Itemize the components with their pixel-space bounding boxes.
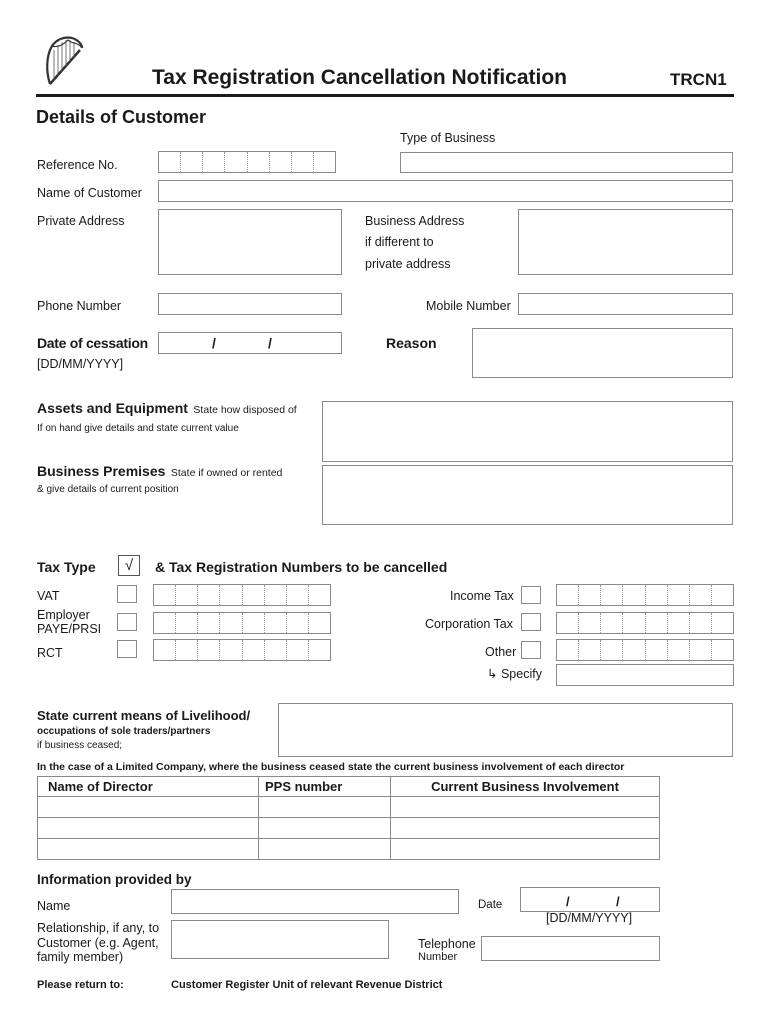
type-of-business-label: Type of Business [400,131,496,145]
col-current-business-involvement: Current Business Involvement [391,777,660,797]
corporation-tax-number-input[interactable] [556,612,734,634]
form-title: Tax Registration Cancellation Notification [152,66,567,89]
section-title-customer: Details of Customer [36,107,207,127]
return-value: Customer Register Unit of relevant Revenue District [171,979,443,991]
directors-table [37,776,660,860]
harp-logo [44,34,86,90]
livelihood-title: State current means of Livelihood/ [37,708,251,723]
tax-numbers-heading: & Tax Registration Numbers to be cancelled [155,559,448,575]
telephone-input[interactable] [481,936,660,961]
relationship-label-3: family member) [37,950,124,964]
header-rule [36,94,734,97]
assets-title: Assets and Equipment [37,400,188,416]
paye-number-input[interactable] [153,612,331,634]
livelihood-input[interactable] [278,703,733,757]
date-separator: / [212,335,216,351]
private-address-label: Private Address [37,214,125,228]
employer-label: Employer [37,608,90,622]
info-name-label: Name [37,899,71,913]
relationship-input[interactable] [171,920,389,959]
premises-hint: State if owned or rented [170,467,283,479]
telephone-label: Telephone [418,937,476,951]
phone-number-input[interactable] [158,293,342,315]
other-checkbox[interactable] [521,641,541,659]
business-address-input[interactable] [518,209,733,275]
date-separator: / [566,894,570,909]
form-code: TRCN1 [670,70,727,89]
income-tax-label: Income Tax [450,589,514,603]
business-address-label-2: if different to [365,235,434,249]
relationship-label-2: Customer (e.g. Agent, [37,936,159,950]
reference-no-input[interactable] [158,151,336,173]
business-address-label-3: private address [365,257,451,271]
assets-hint: State how disposed of [193,404,297,416]
return-label: Please return to: [37,979,124,991]
tick-box: √ [118,555,140,576]
vat-checkbox[interactable] [117,585,137,603]
corporation-tax-checkbox[interactable] [521,613,541,631]
vat-label: VAT [37,589,60,603]
table-header-row [38,777,660,797]
reason-label: Reason [386,335,437,351]
date-separator: / [268,335,272,351]
info-date-input[interactable] [520,887,660,912]
rct-number-input[interactable] [153,639,331,661]
private-address-input[interactable] [158,209,342,275]
col-pps-number: PPS number [259,777,391,797]
directors-intro: In the case of a Limited Company, where the business ceased state the current business involvement of each director [37,761,625,773]
premises-sub: & give details of current position [37,484,179,495]
telephone-number-label: Number [418,951,458,963]
assets-input[interactable] [322,401,733,462]
assets-sub: If on hand give details and state current value [37,423,239,434]
corporation-tax-label: Corporation Tax [425,617,514,631]
info-title: Information provided by [37,872,192,887]
livelihood-sub2: if business ceased; [37,740,123,751]
other-number-input[interactable] [556,639,734,661]
specify-input[interactable] [556,664,734,686]
assets-heading [37,400,297,416]
info-name-input[interactable] [171,889,459,914]
info-date-format: [DD/MM/YYYY] [546,911,633,925]
date-of-cessation-label: Date of cessation [37,335,148,351]
paye-checkbox[interactable] [117,613,137,631]
reason-input[interactable] [472,328,733,378]
relationship-label-1: Relationship, if any, to [37,921,160,935]
mobile-number-input[interactable] [518,293,733,315]
phone-number-label: Phone Number [37,299,122,313]
paye-prsi-label: PAYE/PRSI [37,622,102,636]
table-row[interactable] [38,839,660,860]
premises-input[interactable] [322,465,733,525]
col-name-of-director: Name of Director [38,777,259,797]
other-label: Other [485,645,517,659]
vat-number-input[interactable] [153,584,331,606]
livelihood-sub1: occupations of sole traders/partners [37,726,211,737]
type-of-business-input[interactable] [400,152,733,173]
table-row[interactable] [38,797,660,818]
table-row[interactable] [38,818,660,839]
premises-title: Business Premises [37,463,166,479]
date-of-cessation-format: [DD/MM/YYYY] [37,357,124,371]
date-separator: / [616,894,620,909]
premises-heading [37,463,282,479]
name-of-customer-input[interactable] [158,180,733,202]
date-of-cessation-input[interactable] [158,332,342,354]
info-date-label: Date [478,899,503,911]
mobile-number-label: Mobile Number [426,299,511,313]
name-of-customer-label: Name of Customer [37,186,142,200]
business-address-label: Business Address [365,214,465,228]
specify-label: ↳ Specify [487,667,542,681]
rct-label: RCT [37,646,63,660]
reference-no-label: Reference No. [37,158,118,172]
income-tax-checkbox[interactable] [521,586,541,604]
rct-checkbox[interactable] [117,640,137,658]
income-tax-number-input[interactable] [556,584,734,606]
tax-type-label: Tax Type [37,559,96,575]
